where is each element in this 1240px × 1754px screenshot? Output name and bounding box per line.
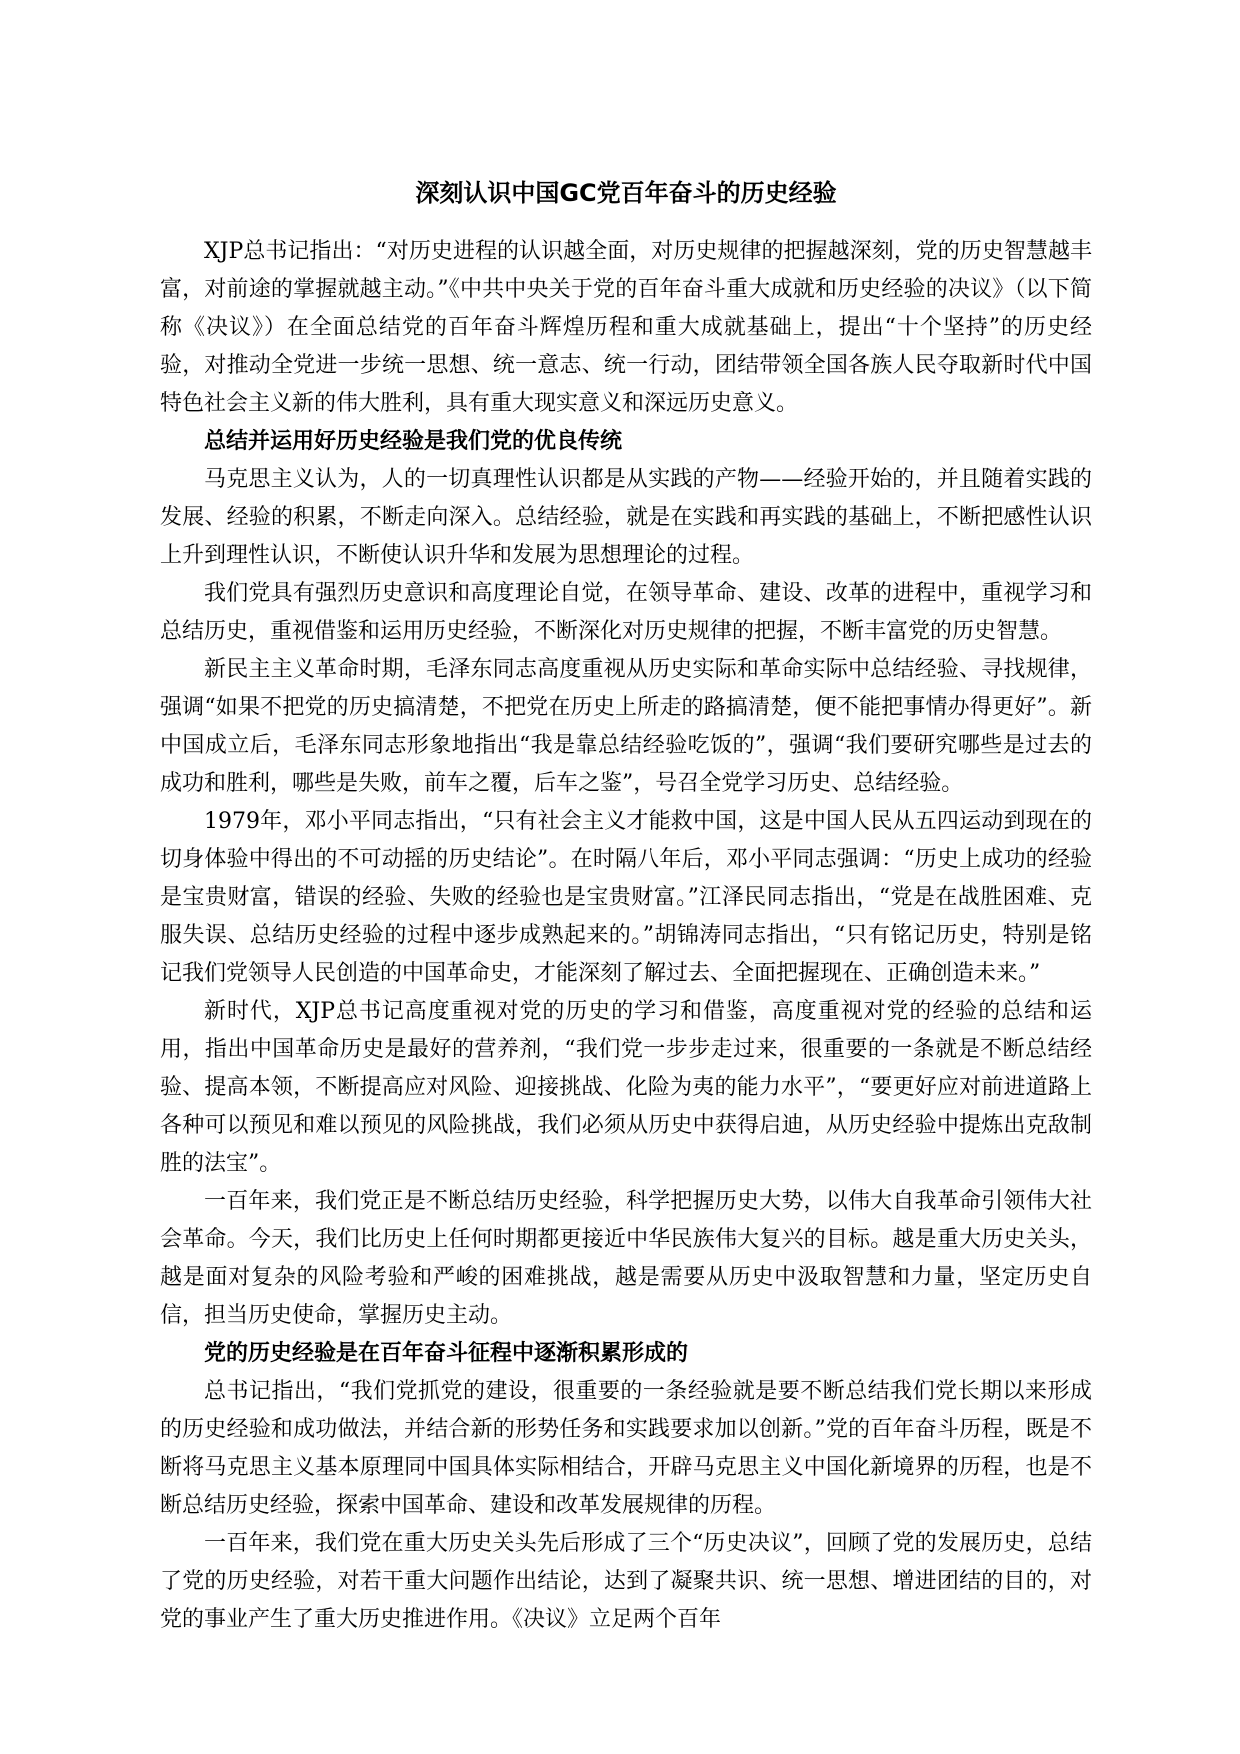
paragraph: 马克思主义认为，人的一切真理性认识都是从实践的产物——经验开始的，并且随着实践的发展、经验的积累，不断走向深入。总结经验，就是在实践和再实践的基础上，不断把感性认识上升到理性认识，不断使认识升华和发展为思想理论的过程。 [160,467,1092,568]
paragraph: 总书记指出，“我们党抓党的建设，很重要的一条经验就是要不断总结我们党长期以来形成的历史经验和成功做法，并结合新的形势任务和实践要求加以创新。”党的百年奋斗历程，既是不断将马克思主义基本原理同中国具体实际相结合，开辟马克思主义中国化新境界的历程，也是不断总结历史经验，探索中国革命、建设和改革发展规律的历程。 [160,1379,1093,1518]
paragraph: 我们党具有强烈历史意识和高度理论自觉，在领导革命、建设、改革的进程中，重视学习和总结历史，重视借鉴和运用历史经验，不断深化对历史规律的把握，不断丰富党的历史智慧。 [160,581,1092,644]
paragraph: 新民主主义革命时期，毛泽东同志高度重视从历史实际和革命实际中总结经验、寻找规律，强调“如果不把党的历史搞清楚，不把党在历史上所走的路搞清楚，便不能把事情办得更好”。新中国成立后，毛泽东同志形象地指出“我是靠总结经验吃饭的”，强调“我们要研究哪些是过去的成功和胜利，哪些是失败，前车之覆，后车之鉴”，号召全党学习历史、总结经验。 [160,657,1092,796]
document-page [160,175,1092,1639]
paragraph: 一百年来，我们党在重大历史关头先后形成了三个“历史决议”，回顾了党的发展历史，总结了党的历史经验，对若干重大问题作出结论，达到了凝聚共识、统一思想、增进团结的目的，对党的事业产生了重大历史推进作用。《决议》立足两个百年 [160,1531,1092,1632]
document-title: 深刻认识中国GC党百年奋斗的历史经验 [415,179,837,207]
paragraph: 一百年来，我们党正是不断总结历史经验，科学把握历史大势，以伟大自我革命引领伟大社会革命。今天，我们比历史上任何时期都更接近中华民族伟大复兴的目标。越是重大历史关头，越是面对复杂的风险考验和严峻的困难挑战，越是需要从历史中汲取智慧和力量，坚定历史自信，担当历史使命，掌握历史主动。 [160,1189,1092,1328]
section-heading: 党的历史经验是在百年奋斗征程中逐渐积累形成的 [204,1341,689,1366]
section-heading: 总结并运用好历史经验是我们党的优良传统 [204,429,623,454]
paragraph: 1979年，邓小平同志指出，“只有社会主义才能救中国，这是中国人民从五四运动到现在的切身体验中得出的不可动摇的历史结论”。在时隔八年后，邓小平同志强调：“历史上成功的经验是宝贵财富，错误的经验、失败的经验也是宝贵财富。”江泽民同志指出，“党是在战胜困难、克服失误、总结历史经验的过程中逐步成熟起来的。”胡锦涛同志指出，“只有铭记历史，特别是铭记我们党领导人民创造的中国革命史，才能深刻了解过去、全面把握现在、正确创造未来。” [160,809,1092,986]
paragraph: 新时代，XJP总书记高度重视对党的历史的学习和借鉴，高度重视对党的经验的总结和运用，指出中国革命历史是最好的营养剂，“我们党一步步走过来，很重要的一条就是不断总结经验、提高本领，不断提高应对风险、迎接挑战、化险为夷的能力水平”，“要更好应对前进道路上各种可以预见和难以预见的风险挑战，我们必须从历史中获得启迪，从历史经验中提炼出克敌制胜的法宝”。 [160,999,1092,1176]
paragraph: XJP总书记指出：“对历史进程的认识越全面，对历史规律的把握越深刻，党的历史智慧越丰富，对前途的掌握就越主动。”《中共中央关于党的百年奋斗重大成就和历史经验的决议》（以下简称《决议》）在全面总结党的百年奋斗辉煌历程和重大成就基础上，提出“十个坚持”的历史经验，对推动全党进一步统一思想、统一意志、统一行动，团结带领全国各族人民夺取新时代中国特色社会主义新的伟大胜利，具有重大现实意义和深远历史意义。 [160,239,1092,416]
